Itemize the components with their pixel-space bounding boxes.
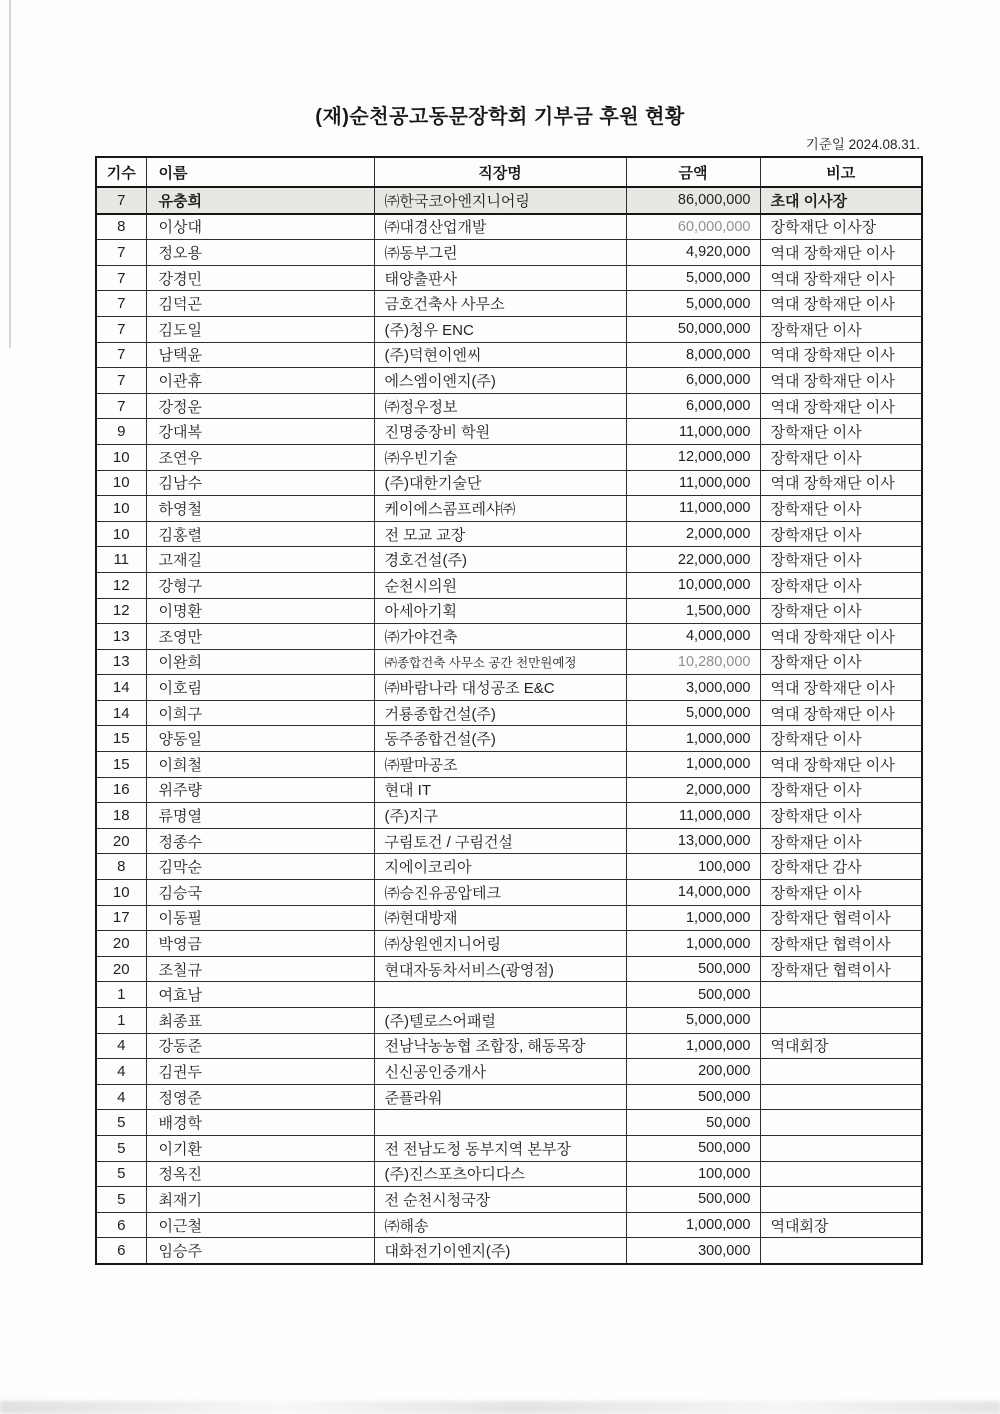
cell-note: 역대 장학재단 이사 [760,393,922,419]
cell-amount: 1,000,000 [626,905,760,931]
table-row [96,598,922,624]
cell-amount: 6,000,000 [626,368,760,394]
table-body [96,187,922,1264]
cell-note: 장학재단 이사 [760,828,922,854]
cell-class: 10 [96,521,146,547]
cell-workplace: 신신공인중개사 [374,1059,626,1085]
cell-note [760,1059,922,1085]
table-row [96,1187,922,1213]
cell-workplace: 지에이코리아 [374,854,626,880]
cell-workplace: 구림토건 / 구림건설 [374,828,626,854]
cell-note: 장학재단 이사 [760,572,922,598]
cell-workplace: 진명중장비 학원 [374,419,626,445]
cell-note: 장학재단 협력이사 [760,905,922,931]
cell-workplace: ㈜동부그린 [374,240,626,266]
table-row [96,880,922,906]
cell-class: 10 [96,444,146,470]
table-row [96,828,922,854]
cell-name: 조칠규 [146,956,374,982]
cell-note: 역대 장학재단 이사 [760,700,922,726]
cell-class: 15 [96,752,146,778]
cell-workplace: 전남낙농농협 조합장, 해동목장 [374,1033,626,1059]
cell-amount: 2,000,000 [626,521,760,547]
cell-name: 고재길 [146,547,374,573]
table-row [96,444,922,470]
table-row [96,1008,922,1034]
cell-amount: 200,000 [626,1059,760,1085]
cell-class: 11 [96,547,146,573]
cell-class: 5 [96,1135,146,1161]
cell-name: 배경학 [146,1110,374,1136]
cell-note: 장학재단 이사장 [760,214,922,240]
cell-name: 정영준 [146,1084,374,1110]
table-row [96,803,922,829]
cell-note: 장학재단 이사 [760,444,922,470]
cell-workplace: ㈜가야건축 [374,624,626,650]
cell-amount: 86,000,000 [626,187,760,214]
cell-workplace: 전 순천시청국장 [374,1187,626,1213]
cell-name: 정종수 [146,828,374,854]
cell-workplace: ㈜대경산업개발 [374,214,626,240]
cell-workplace: ㈜종합건축 사무소 공간 천만원예정 [374,649,626,675]
cell-note [760,1187,922,1213]
cell-class: 14 [96,700,146,726]
cell-workplace: ㈜정우정보 [374,393,626,419]
table-row [96,291,922,317]
cell-amount: 1,000,000 [626,931,760,957]
cell-note: 장학재단 이사 [760,496,922,522]
cell-class: 20 [96,931,146,957]
cell-amount: 5,000,000 [626,700,760,726]
table-row [96,470,922,496]
cell-note: 장학재단 협력이사 [760,931,922,957]
cell-note: 역대 장학재단 이사 [760,624,922,650]
cell-name: 최재기 [146,1187,374,1213]
table-row [96,1135,922,1161]
table-row [96,214,922,240]
cell-workplace: ㈜팔마공조 [374,752,626,778]
cell-workplace: (주)대한기술단 [374,470,626,496]
col-header-class: 기수 [96,157,146,187]
cell-amount: 10,000,000 [626,572,760,598]
cell-amount: 8,000,000 [626,342,760,368]
cell-name: 이동필 [146,905,374,931]
cell-class: 9 [96,419,146,445]
table-row [96,240,922,266]
cell-amount: 4,000,000 [626,624,760,650]
table-row [96,905,922,931]
cell-class: 17 [96,905,146,931]
document-title: (재)순천공고동문장학회 기부금 후원 현황 [315,106,685,128]
cell-workplace: ㈜한국코아엔지니어링 [374,187,626,214]
cell-note: 장학재단 이사 [760,598,922,624]
cell-amount: 5,000,000 [626,265,760,291]
cell-workplace: 아세아기획 [374,598,626,624]
cell-name: 남택윤 [146,342,374,368]
cell-note: 역대 장학재단 이사 [760,368,922,394]
table-row [96,187,922,214]
cell-name: 조연우 [146,444,374,470]
cell-class: 7 [96,316,146,342]
col-header-amount: 금액 [626,157,760,187]
cell-name: 김권두 [146,1059,374,1085]
table-row [96,1212,922,1238]
cell-name: 강경민 [146,265,374,291]
table-row [96,1110,922,1136]
cell-name: 강형구 [146,572,374,598]
cell-workplace: 현대 IT [374,777,626,803]
cell-note [760,1084,922,1110]
cell-workplace: ㈜해송 [374,1212,626,1238]
cell-name: 이관휴 [146,368,374,394]
table-row [96,496,922,522]
cell-name: 이명환 [146,598,374,624]
cell-class: 6 [96,1238,146,1264]
cell-name: 여효남 [146,982,374,1008]
cell-amount: 1,000,000 [626,1033,760,1059]
cell-name: 양동일 [146,726,374,752]
cell-class: 7 [96,342,146,368]
cell-note: 장학재단 협력이사 [760,956,922,982]
cell-class: 10 [96,880,146,906]
cell-name: 이희구 [146,700,374,726]
col-header-workplace: 직장명 [374,157,626,187]
cell-name: 김도일 [146,316,374,342]
cell-workplace: ㈜승진유공압테크 [374,880,626,906]
cell-class: 4 [96,1059,146,1085]
cell-name: 강동준 [146,1033,374,1059]
cell-amount: 500,000 [626,1084,760,1110]
cell-amount: 300,000 [626,1238,760,1264]
cell-note: 장학재단 이사 [760,521,922,547]
cell-class: 6 [96,1212,146,1238]
scan-artifact-edge-line [9,0,11,348]
cell-class: 12 [96,598,146,624]
cell-amount: 4,920,000 [626,240,760,266]
cell-note: 역대 장학재단 이사 [760,675,922,701]
cell-name: 이희철 [146,752,374,778]
table-row [96,777,922,803]
cell-name: 이근철 [146,1212,374,1238]
cell-class: 7 [96,393,146,419]
cell-note: 장학재단 이사 [760,419,922,445]
cell-note: 장학재단 이사 [760,726,922,752]
donation-table [95,156,923,1265]
cell-name: 김홍렬 [146,521,374,547]
cell-note: 초대 이사장 [760,187,922,214]
cell-class: 20 [96,956,146,982]
cell-class: 18 [96,803,146,829]
cell-name: 강정운 [146,393,374,419]
cell-class: 5 [96,1187,146,1213]
cell-class: 7 [96,240,146,266]
table-row [96,342,922,368]
cell-note: 역대회장 [760,1212,922,1238]
scan-artifact-smudge [0,1401,1000,1414]
table-row [96,624,922,650]
cell-amount: 500,000 [626,956,760,982]
cell-workplace: (주)청우 ENC [374,316,626,342]
cell-workplace [374,1110,626,1136]
cell-note: 장학재단 감사 [760,854,922,880]
cell-note: 역대 장학재단 이사 [760,752,922,778]
cell-amount: 5,000,000 [626,1008,760,1034]
table-row [96,675,922,701]
cell-workplace: 거룡종합건설(주) [374,700,626,726]
cell-amount: 100,000 [626,854,760,880]
cell-amount: 2,000,000 [626,777,760,803]
cell-note: 장학재단 이사 [760,547,922,573]
cell-note [760,1238,922,1264]
cell-name: 최종표 [146,1008,374,1034]
cell-class: 14 [96,675,146,701]
cell-class: 10 [96,496,146,522]
cell-note: 장학재단 이사 [760,316,922,342]
cell-name: 이상대 [146,214,374,240]
table-row [96,700,922,726]
cell-amount: 5,000,000 [626,291,760,317]
table-row [96,726,922,752]
cell-workplace: 케이에스콤프레샤㈜ [374,496,626,522]
table-row [96,572,922,598]
cell-name: 강대복 [146,419,374,445]
cell-workplace: 에스엠이엔지(주) [374,368,626,394]
cell-amount: 500,000 [626,982,760,1008]
table-row [96,1084,922,1110]
cell-name: 박영금 [146,931,374,957]
cell-amount: 50,000,000 [626,316,760,342]
cell-workplace: 전 모교 교장 [374,521,626,547]
table-row [96,547,922,573]
cell-workplace: 금호건축사 사무소 [374,291,626,317]
cell-class: 1 [96,982,146,1008]
cell-class: 7 [96,187,146,214]
cell-note: 장학재단 이사 [760,880,922,906]
cell-workplace: 전 전남도청 동부지역 본부장 [374,1135,626,1161]
table-row [96,419,922,445]
cell-note [760,1161,922,1187]
cell-workplace: ㈜우빈기술 [374,444,626,470]
cell-note [760,1008,922,1034]
table-row [96,752,922,778]
cell-class: 20 [96,828,146,854]
cell-amount: 500,000 [626,1187,760,1213]
cell-name: 조영만 [146,624,374,650]
cell-note: 역대회장 [760,1033,922,1059]
table-row [96,368,922,394]
cell-name: 김막순 [146,854,374,880]
table-row [96,1238,922,1264]
cell-name: 김승국 [146,880,374,906]
cell-name: 하영철 [146,496,374,522]
table-header [96,157,922,187]
cell-note [760,1135,922,1161]
cell-note: 장학재단 이사 [760,803,922,829]
cell-amount: 3,000,000 [626,675,760,701]
table-row [96,1059,922,1085]
table-row [96,1161,922,1187]
cell-class: 16 [96,777,146,803]
cell-workplace: 순천시의원 [374,572,626,598]
cell-note: 역대 장학재단 이사 [760,265,922,291]
cell-name: 정옥진 [146,1161,374,1187]
cell-workplace: 태양출판사 [374,265,626,291]
cell-class: 5 [96,1110,146,1136]
cell-note: 역대 장학재단 이사 [760,342,922,368]
col-header-name: 이름 [146,157,374,187]
cell-name: 류명열 [146,803,374,829]
cell-amount: 1,000,000 [626,752,760,778]
cell-class: 15 [96,726,146,752]
cell-name: 이완희 [146,649,374,675]
cell-class: 12 [96,572,146,598]
cell-class: 10 [96,470,146,496]
cell-workplace: ㈜바람나라 대성공조 E&C [374,675,626,701]
cell-workplace [374,982,626,1008]
header-row [96,157,922,187]
cell-workplace: ㈜현대방재 [374,905,626,931]
cell-amount: 1,000,000 [626,726,760,752]
cell-workplace: 현대자동차서비스(광영점) [374,956,626,982]
cell-amount: 13,000,000 [626,828,760,854]
cell-name: 이호림 [146,675,374,701]
cell-note: 장학재단 이사 [760,649,922,675]
cell-name: 유충희 [146,187,374,214]
cell-workplace: 준플라워 [374,1084,626,1110]
cell-amount: 10,280,000 [626,649,760,675]
cell-amount: 1,500,000 [626,598,760,624]
cell-note [760,1110,922,1136]
cell-workplace: (주)진스포츠아디다스 [374,1161,626,1187]
cell-amount: 11,000,000 [626,419,760,445]
table-row [96,393,922,419]
cell-class: 7 [96,265,146,291]
cell-name: 김남수 [146,470,374,496]
table-row [96,956,922,982]
cell-name: 이기환 [146,1135,374,1161]
cell-note: 역대 장학재단 이사 [760,291,922,317]
table-row [96,854,922,880]
cell-amount: 100,000 [626,1161,760,1187]
cell-class: 13 [96,624,146,650]
cell-class: 8 [96,214,146,240]
cell-class: 1 [96,1008,146,1034]
cell-amount: 6,000,000 [626,393,760,419]
cell-workplace: ㈜상원엔지니어링 [374,931,626,957]
cell-name: 정오용 [146,240,374,266]
cell-workplace: (주)지구 [374,803,626,829]
cell-amount: 11,000,000 [626,470,760,496]
cell-amount: 60,000,000 [626,214,760,240]
cell-amount: 22,000,000 [626,547,760,573]
cell-amount: 14,000,000 [626,880,760,906]
table-row [96,1033,922,1059]
cell-class: 13 [96,649,146,675]
cell-name: 임승주 [146,1238,374,1264]
cell-workplace: 동주종합건설(주) [374,726,626,752]
table-row [96,649,922,675]
cell-class: 4 [96,1084,146,1110]
cell-amount: 12,000,000 [626,444,760,470]
col-header-note: 비고 [760,157,922,187]
cell-amount: 500,000 [626,1135,760,1161]
cell-class: 5 [96,1161,146,1187]
table-row [96,265,922,291]
cell-class: 7 [96,368,146,394]
cell-class: 4 [96,1033,146,1059]
table-row [96,316,922,342]
cell-workplace: 경호건설(주) [374,547,626,573]
cell-name: 김덕곤 [146,291,374,317]
as-of-date-label: 기준일 2024.08.31. [805,137,920,152]
cell-name: 위주량 [146,777,374,803]
table-row [96,521,922,547]
cell-workplace: (주)덕현이엔씨 [374,342,626,368]
table-row [96,931,922,957]
cell-amount: 1,000,000 [626,1212,760,1238]
cell-amount: 11,000,000 [626,803,760,829]
cell-class: 8 [96,854,146,880]
cell-workplace: 대화전기이엔지(주) [374,1238,626,1264]
cell-amount: 11,000,000 [626,496,760,522]
cell-workplace: (주)텔로스어패럴 [374,1008,626,1034]
cell-amount: 50,000 [626,1110,760,1136]
table-row [96,982,922,1008]
cell-class: 7 [96,291,146,317]
cell-note: 역대 장학재단 이사 [760,470,922,496]
cell-note [760,982,922,1008]
cell-note: 장학재단 이사 [760,777,922,803]
cell-note: 역대 장학재단 이사 [760,240,922,266]
